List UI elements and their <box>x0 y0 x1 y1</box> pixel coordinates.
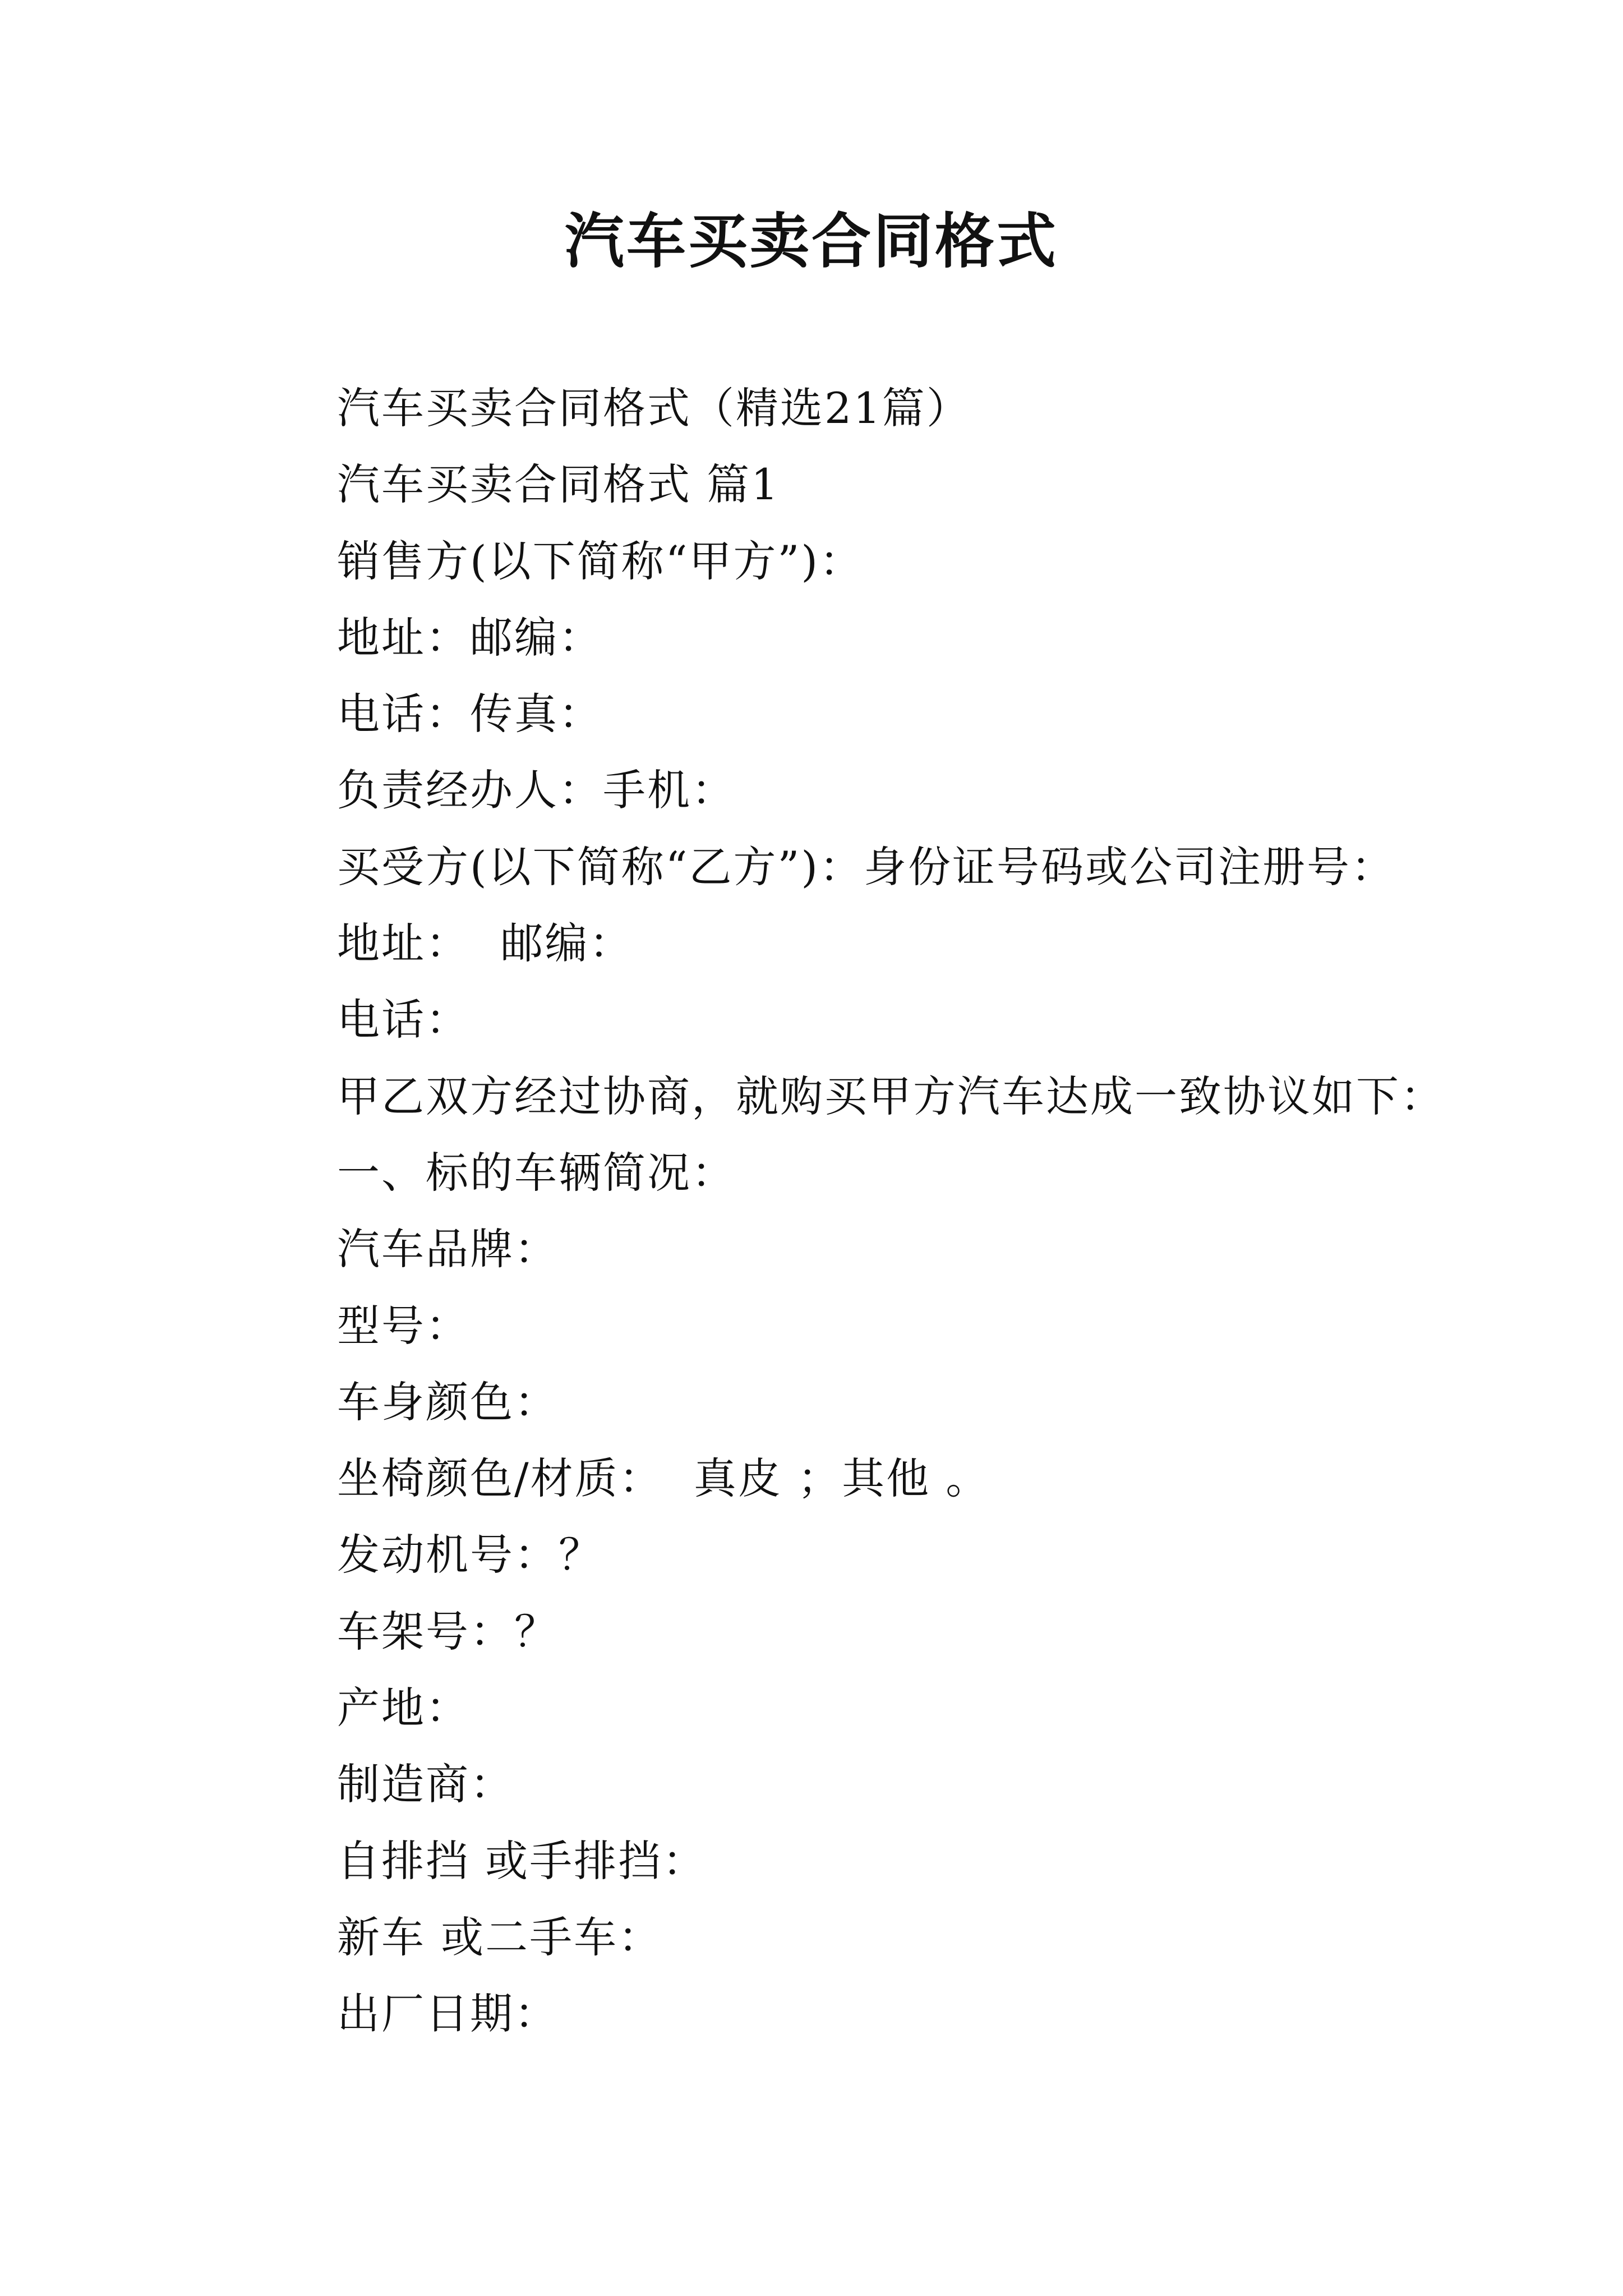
seller-line: 销售方(以下简称“甲方”)： <box>337 536 864 586</box>
seat-material-line: 坐椅颜色/材质： 真皮 ；其他 。 <box>337 1453 990 1504</box>
buyer-phone-line: 电话： <box>337 995 470 1045</box>
document-body <box>337 380 1459 2063</box>
agreement-intro-line: 甲乙双方经过协商，就购买甲方汽车达成一致协议如下： <box>337 1071 1445 1121</box>
engine-number-line: 发动机号：？ <box>337 1530 603 1580</box>
seller-address-line: 地址：邮编： <box>337 612 603 662</box>
section-heading-line: 汽车买卖合同格式 篇1 <box>337 459 780 510</box>
vehicle-overview-heading: 一、标的车辆简况： <box>337 1147 736 1198</box>
seller-contact-line: 负责经办人：手机： <box>337 765 736 816</box>
document-title: 汽车买卖合同格式 <box>565 206 1058 276</box>
subtitle-line: 汽车买卖合同格式（精选21篇） <box>337 383 971 433</box>
buyer-line: 买受方(以下简称“乙方”)：身份证号码或公司注册号： <box>337 841 1396 892</box>
vehicle-brand-line: 汽车品牌： <box>337 1224 559 1274</box>
manufacturer-line: 制造商： <box>337 1759 514 1810</box>
origin-line: 产地： <box>337 1683 470 1733</box>
vehicle-condition-line: 新车 或二手车： <box>337 1912 663 1962</box>
frame-number-line: 车架号：？ <box>337 1606 559 1657</box>
vehicle-model-line: 型号： <box>337 1300 470 1351</box>
transmission-line: 自排挡 或手排挡： <box>337 1835 707 1886</box>
vehicle-color-line: 车身颜色： <box>337 1377 559 1427</box>
buyer-address-line: 地址： 邮编： <box>337 918 634 969</box>
manufacture-date-line: 出厂日期： <box>337 1989 559 2039</box>
seller-phone-line: 电话：传真： <box>337 689 603 739</box>
